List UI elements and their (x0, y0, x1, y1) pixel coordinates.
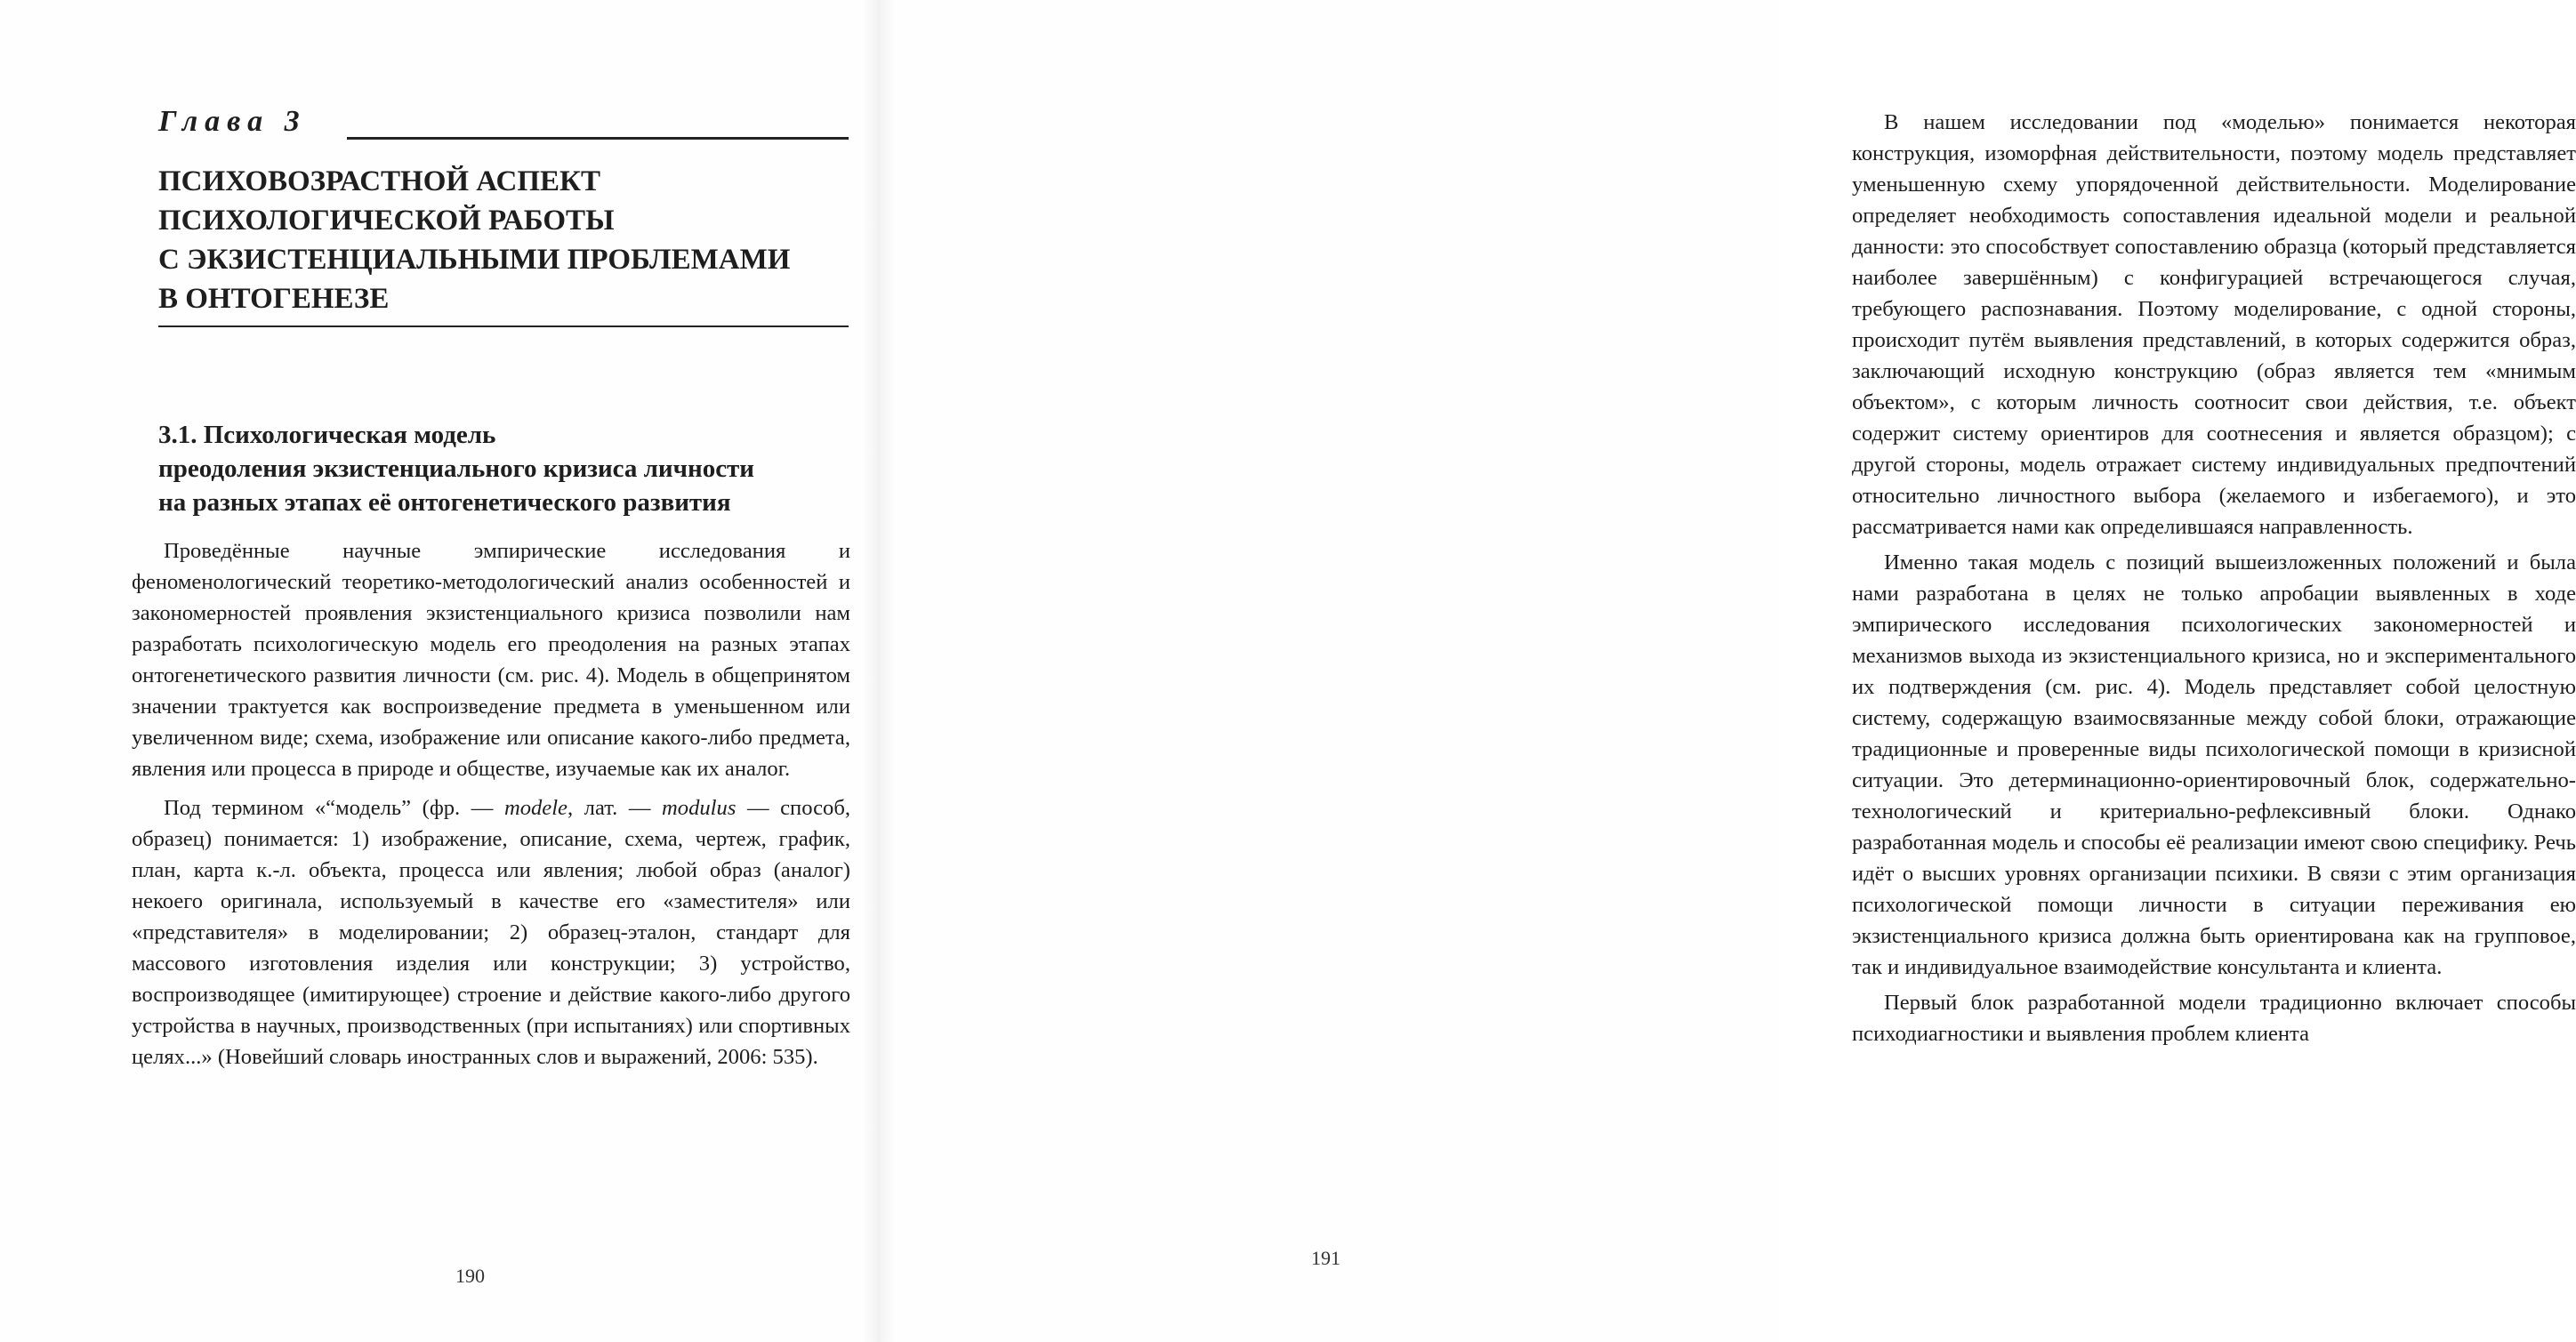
paragraph: Проведённые научные эмпирические исследования и феноменологический теоретико-методологический анализ особенностей и закономерностей проявления экзистенциального кризиса позволили нам разработать психологическую модель его преодоления на разных этапах онтогенетического развития личности (см. рис. 4). Модель в общепринятом значении трактуется как воспроизведение предмета в уменьшенном или увеличенном виде; схема, изображение или описание какого-либо предмета, явления или процесса в природе и обществе, изучаемые как их аналог. (132, 539, 850, 781)
chapter-title (158, 162, 870, 318)
section-title-line: на разных этапах её онтогенетического развития (158, 488, 731, 517)
term-paragraph (132, 792, 850, 1073)
term-italic: modulus (662, 796, 737, 820)
left-body-text (132, 535, 850, 1073)
chapter-rule (347, 137, 849, 140)
section-title-line: преодоления экзистенциального кризиса личности (158, 454, 755, 483)
paragraph: Первый блок разработанной модели традиционно включает способы психодиагностики и выявления проблем клиента (1852, 991, 2576, 1046)
term-text: — способ, образец) понимается: 1) изображение, описание, схема, чертеж, график, план, карта к.-л. объекта, процесса или явления; любой образ (аналог) некоего оригинала, используемый в качестве его «заместителя» или «представителя» в моделировании; 2) образец-эталон, стандарт для массового изготовления изделия или конструкции; 3) устройство, воспроизводящее (имитирующее) строение и действие какого-либо другого устройства в научных, производственных (при испытаниях) или спортивных целях...» (Новейший словарь иностранных слов и выражений, 2006: 535). (132, 796, 850, 1069)
page-number: 190 (455, 1265, 485, 1287)
term-text: , лат. — (567, 796, 663, 820)
chapter-label: Глава 3 (158, 105, 307, 138)
left-page (0, 0, 890, 1342)
chapter-heading (158, 105, 849, 149)
page-number: 191 (1311, 1247, 1340, 1269)
title-rule (158, 325, 849, 327)
term-text: Под термином «“модель” (фр. — (164, 796, 504, 820)
right-body-text (1852, 107, 2576, 1049)
right-page (890, 0, 2576, 1342)
chapter-title-line: ПСИХОВОЗРАСТНОЙ АСПЕКТ (158, 165, 600, 197)
paragraph: В нашем исследовании под «моделью» понимается некоторая конструкция, изоморфная действительности, поэтому модель представляет уменьшенную схему упорядоченной действительности. Моделирование определяет необходимость сопоставления идеальной модели и реальной данности: это способствует сопоставлению образца (который представляется наиболее завершённым) с конфигурацией встречающегося случая, требующего распознавания. Поэтому моделирование, с одной стороны, происходит путём выявления представлений, в которых содержится образ, заключающий исходную конструкцию (образ является тем «мнимым объектом», с которым личность соотносит свои действия, т.е. объект содержит систему ориентиров для соотнесения и является образцом); с другой стороны, модель отражает систему индивидуальных предпочтений относительно личностного выбора (желаемого и избегаемого), и это рассматривается нами как определившаяся направленность. (1852, 110, 2576, 539)
term-italic: modele (503, 796, 568, 820)
chapter-title-line: С ЭКЗИСТЕНЦИАЛЬНЫМИ ПРОБЛЕМАМИ (158, 244, 791, 276)
chapter-title-line: ПСИХОЛОГИЧЕСКОЙ РАБОТЫ (158, 205, 615, 237)
section-title (158, 418, 861, 519)
paragraph: Именно такая модель с позиций вышеизложенных положений и была нами разработана в целях не только апробации выявленных в ходе эмпирического исследования психологических закономерностей и механизмов выхода из экзистенциального кризиса, но и экспериментального их подтверждения (см. рис. 4). Модель представляет собой целостную систему, содержащую взаимосвязанные между собой блоки, отражающие традиционные и проверенные виды психологической помощи в кризисной ситуации. Это детерминационно-ориентировочный блок, содержательно-технологический и критериально-рефлексивный блоки. Однако разработанная модель и способы её реализации имеют свою специфику. Речь идёт о высших уровнях организации психики. В связи с этим организация психологической помощи личности в ситуации переживания ею экзистенциального кризиса должна быть ориентирована как на групповое, так и индивидуальное взаимодействие консультанта и клиента. (1852, 550, 2576, 979)
chapter-title-line: В ОНТОГЕНЕЗЕ (158, 283, 390, 315)
section-title-line: 3.1. Психологическая модель (158, 421, 496, 449)
